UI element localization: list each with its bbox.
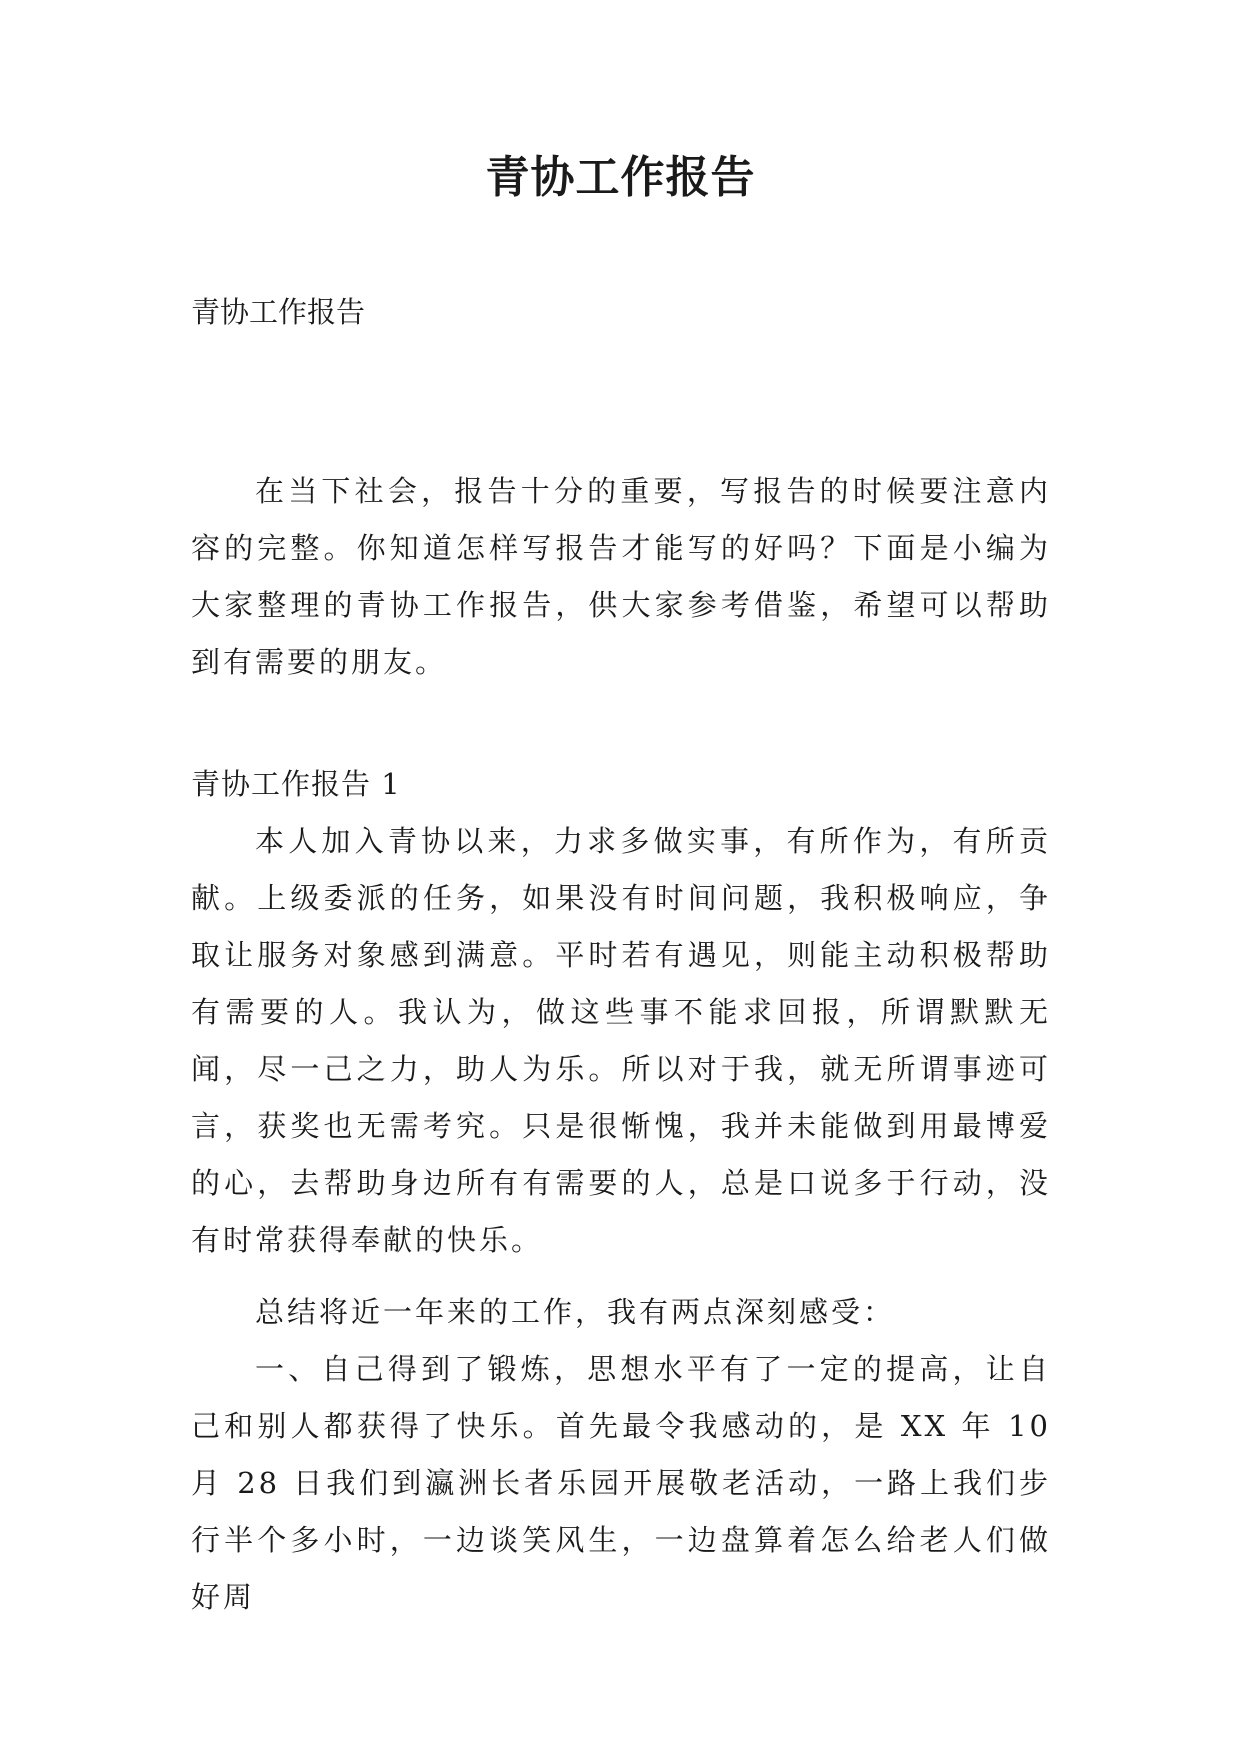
body-paragraph-2: 总结将近一年来的工作，我有两点深刻感受： [255, 1295, 896, 1329]
document-subtitle: 青协工作报告 [191, 295, 366, 329]
document-title: 青协工作报告 [485, 152, 756, 203]
intro-paragraph: 在当下社会，报告十分的重要，写报告的时候要注意内容的完整。你知道怎样写报告才能写的好吗？下面是小编为大家整理的青协工作报告，供大家参考借鉴，希望可以帮助到有需要的朋友。 [191, 474, 1051, 679]
body-paragraph-3: 一、自己得到了锻炼，思想水平有了一定的提高，让自己和别人都获得了快乐。首先最令我感动的，是 XX 年 10 月 28 日我们到瀛洲长者乐园开展敬老活动，一路上我们步行半个多小时，一边谈笑风生，一边盘算着怎么给老人们做好周 [191, 1352, 1051, 1614]
section-heading: 青协工作报告 1 [191, 767, 401, 801]
body-paragraph-1: 本人加入青协以来，力求多做实事，有所作为，有所贡献。上级委派的任务，如果没有时间问题，我积极响应，争取让服务对象感到满意。平时若有遇见，则能主动积极帮助有需要的人。我认为，做这些事不能求回报，所谓默默无闻，尽一己之力，助人为乐。所以对于我，就无所谓事迹可言，获奖也无需考究。只是很惭愧，我并未能做到用最博爱的心，去帮助身边所有有需要的人，总是口说多于行动，没有时常获得奉献的快乐。 [191, 824, 1051, 1257]
